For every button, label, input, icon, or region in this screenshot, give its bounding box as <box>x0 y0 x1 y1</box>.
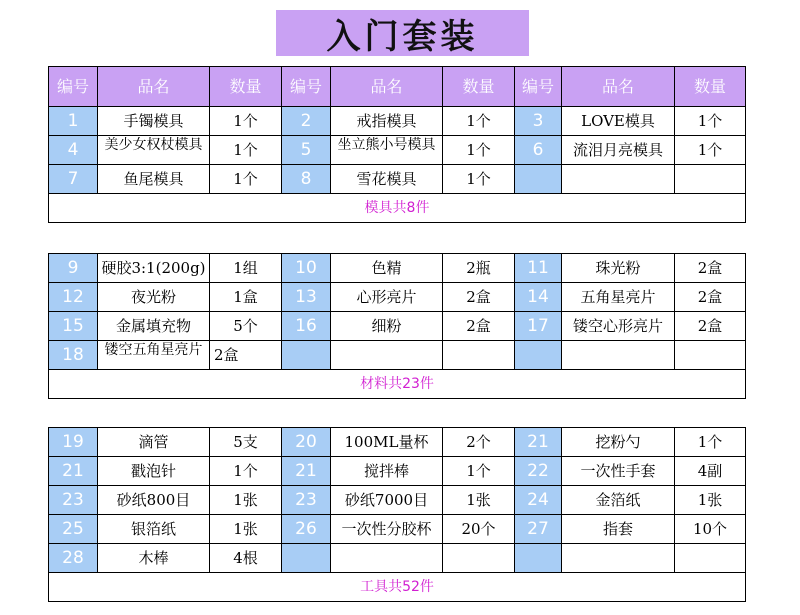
header-cell: 编号 <box>515 67 562 107</box>
item-quantity <box>675 544 746 573</box>
item-name: 金箔纸 <box>562 486 675 515</box>
item-quantity: 1个 <box>443 165 515 194</box>
item-name: 细粉 <box>331 312 443 341</box>
item-name: 搅拌棒 <box>331 457 443 486</box>
item-number <box>282 341 331 370</box>
item-quantity: 2盒 <box>210 341 282 370</box>
item-number <box>282 544 331 573</box>
item-quantity: 2盒 <box>443 312 515 341</box>
item-name <box>562 165 675 194</box>
item-name <box>562 544 675 573</box>
item-name: 镂空心形亮片 <box>562 312 675 341</box>
item-quantity: 1张 <box>675 486 746 515</box>
item-number: 21 <box>515 428 562 457</box>
header-row <box>49 67 746 107</box>
item-number: 21 <box>49 457 98 486</box>
header-cell: 品名 <box>331 67 443 107</box>
item-name <box>562 341 675 370</box>
item-number: 1 <box>49 107 98 136</box>
item-number: 3 <box>515 107 562 136</box>
item-number: 19 <box>49 428 98 457</box>
item-name: 流泪月亮模具 <box>562 136 675 165</box>
header-cell: 编号 <box>49 67 98 107</box>
table-row <box>49 165 746 194</box>
header-cell: 数量 <box>210 67 282 107</box>
item-number <box>515 544 562 573</box>
item-name-text: 坐立熊小号模具 <box>337 137 436 153</box>
item-number: 2 <box>282 107 331 136</box>
item-quantity: 2盒 <box>675 312 746 341</box>
item-number: 15 <box>49 312 98 341</box>
item-name: 砂纸7000目 <box>331 486 443 515</box>
item-name: 砂纸800目 <box>98 486 210 515</box>
item-quantity: 2个 <box>443 428 515 457</box>
item-name: 银箔纸 <box>98 515 210 544</box>
table-row <box>49 341 746 370</box>
item-number: 6 <box>515 136 562 165</box>
item-number: 11 <box>515 254 562 283</box>
item-name-text: 镂空五角星亮片 <box>104 342 203 358</box>
item-number: 16 <box>282 312 331 341</box>
item-quantity: 2盒 <box>443 283 515 312</box>
item-number: 4 <box>49 136 98 165</box>
item-name <box>331 341 443 370</box>
header-cell: 品名 <box>98 67 210 107</box>
item-number: 14 <box>515 283 562 312</box>
item-name <box>331 136 443 165</box>
table-row <box>49 515 746 544</box>
item-quantity: 5支 <box>210 428 282 457</box>
table-row <box>49 486 746 515</box>
section-total: 工具共52件 <box>49 573 746 602</box>
item-name: 一次性手套 <box>562 457 675 486</box>
item-quantity: 1盒 <box>210 283 282 312</box>
table-row <box>49 544 746 573</box>
item-number: 5 <box>282 136 331 165</box>
item-name: 色精 <box>331 254 443 283</box>
item-name: 滴管 <box>98 428 210 457</box>
tools-table <box>48 427 746 602</box>
item-name: 100ML量杯 <box>331 428 443 457</box>
item-name: 指套 <box>562 515 675 544</box>
item-quantity: 1个 <box>443 457 515 486</box>
item-quantity: 1张 <box>443 486 515 515</box>
item-quantity: 1个 <box>675 136 746 165</box>
item-quantity: 1个 <box>210 136 282 165</box>
item-name-text: 美少女权杖模具 <box>104 137 203 153</box>
header-cell: 品名 <box>562 67 675 107</box>
item-quantity: 2盒 <box>675 254 746 283</box>
table-row <box>49 283 746 312</box>
table-row <box>49 457 746 486</box>
item-name: 金属填充物 <box>98 312 210 341</box>
item-number: 27 <box>515 515 562 544</box>
item-name <box>98 136 210 165</box>
summary-row <box>49 194 746 223</box>
item-quantity <box>443 341 515 370</box>
item-name: 硬胶3:1(200g) <box>98 254 210 283</box>
item-quantity: 10个 <box>675 515 746 544</box>
item-number: 22 <box>515 457 562 486</box>
item-number: 28 <box>49 544 98 573</box>
item-name: 戒指模具 <box>331 107 443 136</box>
item-quantity: 4副 <box>675 457 746 486</box>
item-quantity: 1组 <box>210 254 282 283</box>
item-number: 13 <box>282 283 331 312</box>
section-total: 模具共8件 <box>49 194 746 223</box>
table-row <box>49 428 746 457</box>
item-quantity: 20个 <box>443 515 515 544</box>
item-name <box>331 544 443 573</box>
item-number: 10 <box>282 254 331 283</box>
header-cell: 数量 <box>443 67 515 107</box>
item-number: 23 <box>282 486 331 515</box>
header-cell: 数量 <box>675 67 746 107</box>
item-quantity: 1个 <box>675 428 746 457</box>
item-name: LOVE模具 <box>562 107 675 136</box>
summary-row <box>49 370 746 399</box>
item-number: 20 <box>282 428 331 457</box>
item-name: 手镯模具 <box>98 107 210 136</box>
item-quantity: 1张 <box>210 515 282 544</box>
molds-table <box>48 66 746 223</box>
page-title: 入门套装 <box>326 16 479 57</box>
item-quantity: 1个 <box>210 107 282 136</box>
header-cell: 编号 <box>282 67 331 107</box>
item-number: 26 <box>282 515 331 544</box>
item-quantity: 5个 <box>210 312 282 341</box>
materials-table <box>48 253 746 399</box>
item-name: 戳泡针 <box>98 457 210 486</box>
section-total: 材料共23件 <box>49 370 746 399</box>
item-quantity: 1个 <box>210 165 282 194</box>
item-number: 8 <box>282 165 331 194</box>
item-name: 心形亮片 <box>331 283 443 312</box>
item-quantity: 4根 <box>210 544 282 573</box>
item-quantity: 1个 <box>443 136 515 165</box>
table-row <box>49 254 746 283</box>
item-quantity: 1个 <box>443 107 515 136</box>
item-quantity: 1张 <box>210 486 282 515</box>
item-name: 鱼尾模具 <box>98 165 210 194</box>
item-number <box>515 165 562 194</box>
summary-row <box>49 573 746 602</box>
item-name: 木棒 <box>98 544 210 573</box>
item-name: 珠光粉 <box>562 254 675 283</box>
item-name: 五角星亮片 <box>562 283 675 312</box>
table-row <box>49 312 746 341</box>
item-quantity: 1个 <box>675 107 746 136</box>
item-name: 夜光粉 <box>98 283 210 312</box>
item-number: 23 <box>49 486 98 515</box>
table-row <box>49 107 746 136</box>
item-number <box>515 341 562 370</box>
item-quantity: 1个 <box>210 457 282 486</box>
item-number: 12 <box>49 283 98 312</box>
table-row <box>49 136 746 165</box>
item-number: 25 <box>49 515 98 544</box>
item-number: 24 <box>515 486 562 515</box>
item-name: 挖粉勺 <box>562 428 675 457</box>
item-number: 17 <box>515 312 562 341</box>
item-number: 7 <box>49 165 98 194</box>
item-quantity: 2瓶 <box>443 254 515 283</box>
item-quantity <box>675 341 746 370</box>
item-quantity <box>443 544 515 573</box>
title-banner <box>276 10 529 56</box>
item-name: 一次性分胶杯 <box>331 515 443 544</box>
item-name <box>98 341 210 370</box>
item-number: 21 <box>282 457 331 486</box>
item-name: 雪花模具 <box>331 165 443 194</box>
item-quantity <box>675 165 746 194</box>
item-quantity: 2盒 <box>675 283 746 312</box>
item-number: 9 <box>49 254 98 283</box>
item-number: 18 <box>49 341 98 370</box>
